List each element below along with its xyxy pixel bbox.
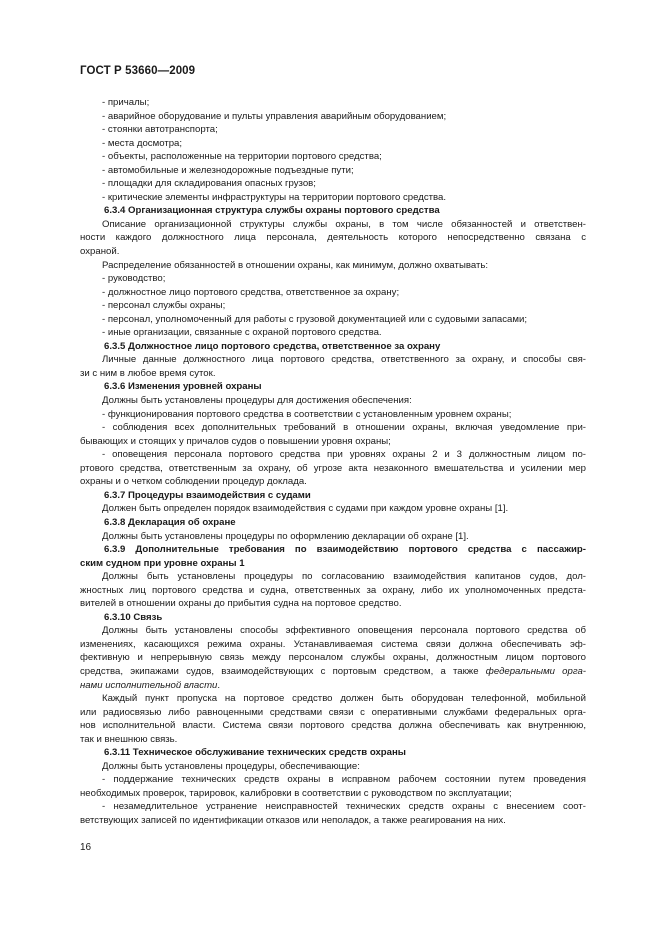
paragraph-line: Должны быть установлены процедуры по согласованию взаимодействия капитанов судов, дол- (102, 571, 586, 583)
list-item: - объекты, расположенные на территории портового средства; (102, 151, 382, 163)
paragraph-line: вителей в отношении охраны до прибытия судна на портовое средство. (80, 598, 402, 610)
page-number: 16 (80, 842, 92, 853)
section-heading-6-3-6: 6.3.6 Изменения уровней охраны (104, 381, 262, 393)
list-item: необходимых проверок, тарировок, калибровки в соответствии с руководством по эксплуатации; (80, 787, 512, 799)
paragraph-line: Должны быть установлены способы эффективного оповещения персонала портового средства об (102, 625, 586, 637)
list-item: бывающих и стоящих у причалов судов о повышении уровня охраны; (80, 435, 391, 447)
list-item: ртового средства, ответственным за охрану, об угрозе акта незаконного вмешательства и усилении мер (80, 462, 586, 474)
paragraph-line (80, 679, 586, 693)
paragraph-line: изменениях, касающихся режима охраны. Устанавливаемая система связи должна обеспечивать эф- (80, 638, 586, 650)
section-heading-6-3-11: 6.3.11 Техническое обслуживание технических средств охраны (104, 747, 406, 759)
section-heading-6-3-4: 6.3.4 Организационная структура службы охраны портового средства (104, 205, 440, 217)
text-normal: средства, экипажами судов, взаимодействующих с портовым средством, а также (80, 665, 486, 677)
list-item: - автомобильные и железнодорожные подъездные пути; (102, 164, 354, 176)
paragraph-line: Распределение обязанностей в отношении охраны, как минимум, должно охватывать: (102, 259, 489, 271)
list-item: - иные организации, связанные с охраной портового средства. (102, 327, 382, 339)
section-heading-6-3-8: 6.3.8 Декларация об охране (104, 516, 236, 528)
list-item: - незамедлительное устранение неисправностей технических средств охраны с внесением соот- (102, 801, 586, 813)
page-content (80, 96, 586, 828)
paragraph-line: жностных лиц портового средства и судна, ответственных за охрану, либо их уполномоченных предста- (80, 584, 586, 596)
paragraph-line: Должен быть определен порядок взаимодействия с судами при каждом уровне охраны [1]. (102, 503, 509, 515)
list-item: - оповещения персонала портового средства при уровнях охраны 2 и 3 должностным лицом по- (102, 449, 586, 461)
paragraph-line: Должны быть установлены процедуры, обеспечивающие: (102, 760, 360, 772)
list-item: охраны и о четком соблюдении процедур доклада. (80, 476, 307, 488)
list-item: - стоянки автотранспорта; (102, 124, 218, 136)
list-item: ветствующих записей по идентификации отказов или неполадок, а также реагирования на них. (80, 814, 506, 826)
text-italic: нами исполнительной власти (80, 679, 218, 691)
list-item: - должностное лицо портового средства, ответственное за охрану; (102, 286, 400, 298)
paragraph-line: фективную и непрерывную связь между персоналом службы охраны, должностным лицом портового (80, 652, 586, 664)
section-heading-6-3-9: 6.3.9 Дополнительные требования по взаимодействию портового средства с пассажир- (104, 544, 586, 556)
paragraph-line: или радиосвязью либо равноценными средствами связи с оперативными службами федеральных орга- (80, 706, 586, 718)
list-item: - площадки для складирования опасных грузов; (102, 178, 316, 190)
list-item: - аварийное оборудование и пульты управления аварийным оборудованием; (102, 110, 447, 122)
paragraph-line: Каждый пункт пропуска на портовое средство должен быть оборудован телефонной, мобильной (102, 693, 586, 705)
paragraph-line: Должны быть установлены процедуры по оформлению декларации об охране [1]. (102, 530, 469, 542)
paragraph-line: ности каждого должностного лица персонала, деятельность которого непосредственно связана с (80, 232, 586, 244)
section-heading-6-3-9-cont: ским судном при уровне охраны 1 (80, 557, 245, 569)
text-italic: федеральными орга- (485, 665, 586, 677)
paragraph-line: Личные данные должностного лица портового средства, ответственного за охрану, и способы свя- (102, 354, 586, 366)
paragraph-line: так и внешнюю связь. (80, 733, 178, 745)
paragraph-line (80, 665, 586, 679)
paragraph-line: Должны быть установлены процедуры для достижения обеспечения: (102, 395, 412, 407)
list-item: - соблюдения всех дополнительных требований в отношении охраны, включая уведомление при- (102, 422, 586, 434)
list-item: - поддержание технических средств охраны в исправном рабочем состоянии путем проведения (102, 774, 586, 786)
paragraph-line: охраной. (80, 246, 120, 258)
section-heading-6-3-7: 6.3.7 Процедуры взаимодействия с судами (104, 489, 311, 501)
text-normal: . (217, 679, 221, 691)
list-item: - причалы; (102, 97, 150, 108)
list-item: - функционирования портового средства в соответствии с установленным уровнем охраны; (102, 408, 512, 420)
list-item: - места досмотра; (102, 137, 183, 149)
list-item: - персонал, уполномоченный для работы с грузовой документацией или с судовыми запасами; (102, 313, 527, 325)
section-heading-6-3-5: 6.3.5 Должностное лицо портового средства, ответственное за охрану (104, 340, 441, 352)
list-item: - руководство; (102, 273, 166, 285)
list-item: - критические элементы инфраструктуры на территории портового средства. (102, 191, 447, 203)
section-heading-6-3-10: 6.3.10 Связь (104, 611, 163, 623)
paragraph-line: зи с ним в любое время суток. (80, 367, 216, 379)
list-item: - персонал службы охраны; (102, 300, 226, 312)
document-header: ГОСТ Р 53660—2009 (80, 65, 196, 77)
paragraph-line: нов исполнительной власти. Система связи портового средства должна обеспечивать как внутреннюю, (80, 720, 586, 732)
paragraph-line: Описание организационной структуры службы охраны, в том числе обязанностей и ответствен- (102, 218, 586, 230)
